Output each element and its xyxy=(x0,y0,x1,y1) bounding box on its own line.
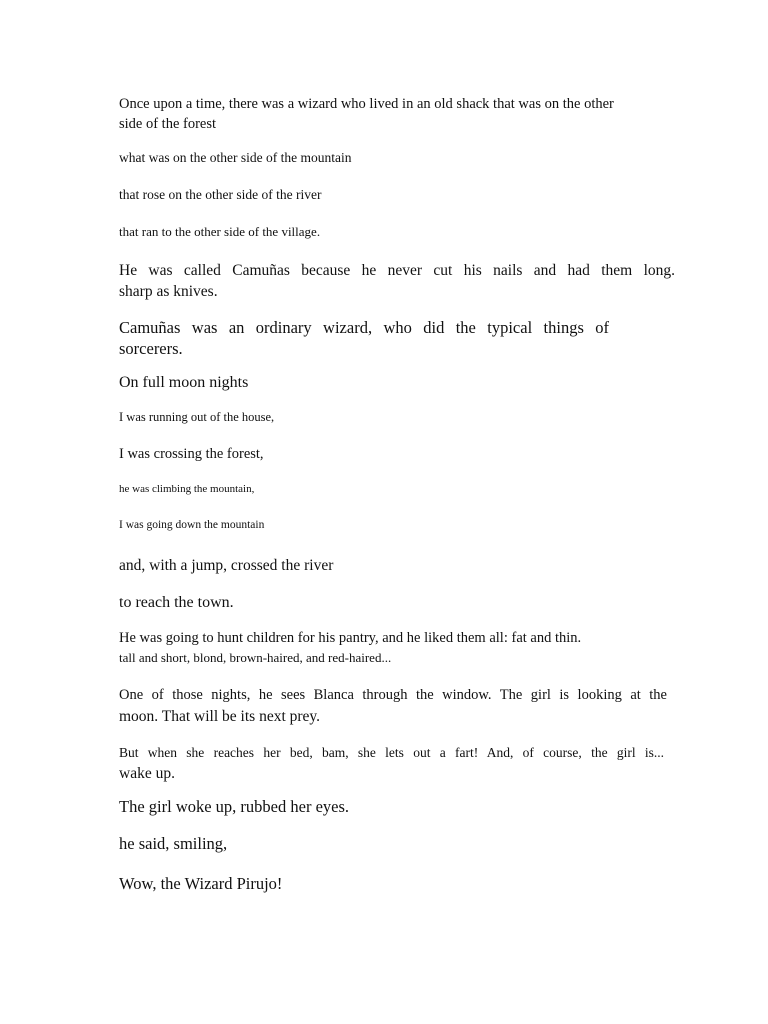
paragraph-line: Once upon a time, there was a wizard who lived in an old shack that was on the other xyxy=(119,96,614,112)
paragraph-pirujo xyxy=(119,874,282,895)
paragraph-line: he said, smiling, xyxy=(119,834,228,853)
paragraph-line: Wow, the Wizard Pirujo! xyxy=(119,874,283,893)
paragraph-line: and, with a jump, crossed the river xyxy=(119,557,334,574)
paragraph-forest xyxy=(119,445,264,463)
paragraph-smiling xyxy=(119,834,227,855)
paragraph-river xyxy=(119,187,321,204)
paragraph-line: He was going to hunt children for his pantry, and he liked them all: fat and thin. xyxy=(119,630,582,646)
paragraph-village xyxy=(119,224,320,240)
paragraph-line: tall and short, blond, brown-haired, and red-haired... xyxy=(119,650,392,665)
paragraph-ordinary-wizard xyxy=(119,317,609,359)
paragraph-girl-woke xyxy=(119,797,349,818)
paragraph-line: moon. That will be its next prey. xyxy=(119,708,321,725)
paragraph-line: to reach the town. xyxy=(119,594,234,611)
paragraph-blanca xyxy=(119,685,667,727)
paragraph-line: On full moon nights xyxy=(119,374,249,391)
paragraph-line: The girl woke up, rubbed her eyes. xyxy=(119,797,350,816)
paragraph-line: what was on the other side of the mountain xyxy=(119,150,352,165)
paragraph-jump xyxy=(119,556,333,575)
paragraph-line: One of those nights, he sees Blanca through the window. The girl is looking at the xyxy=(119,687,667,703)
paragraph-line: He was called Camuñas because he never cut his nails and had them long. xyxy=(119,262,675,279)
paragraph-line: I was going down the mountain xyxy=(119,519,265,531)
paragraph-line: he was climbing the mountain, xyxy=(119,483,255,495)
paragraph-line: sharp as knives. xyxy=(119,283,218,300)
paragraph-full-moon xyxy=(119,373,248,393)
paragraph-line: Camuñas was an ordinary wizard, who did the typical things of xyxy=(119,318,609,337)
paragraph-camunas-name xyxy=(119,260,675,302)
paragraph-fart xyxy=(119,742,664,784)
paragraph-line: But when she reaches her bed, bam, she lets out a fart! And, of course, the girl is... xyxy=(119,745,664,760)
paragraph-climbing xyxy=(119,483,254,497)
paragraph-running xyxy=(119,410,274,426)
paragraph-line: side of the forest xyxy=(119,116,217,132)
paragraph-line: that ran to the other side of the village. xyxy=(119,224,321,239)
paragraph-town xyxy=(119,593,234,613)
paragraph-line: I was crossing the forest, xyxy=(119,446,264,462)
paragraph-line: wake up. xyxy=(119,765,175,782)
paragraph-line: that rose on the other side of the river xyxy=(119,187,322,202)
paragraph-going-down xyxy=(119,518,264,532)
paragraph-mountain xyxy=(119,150,351,167)
paragraph-wizard-intro xyxy=(119,94,614,134)
paragraph-line: I was running out of the house, xyxy=(119,410,275,424)
paragraph-line: sorcerers. xyxy=(119,339,183,358)
paragraph-hunt xyxy=(119,629,581,668)
